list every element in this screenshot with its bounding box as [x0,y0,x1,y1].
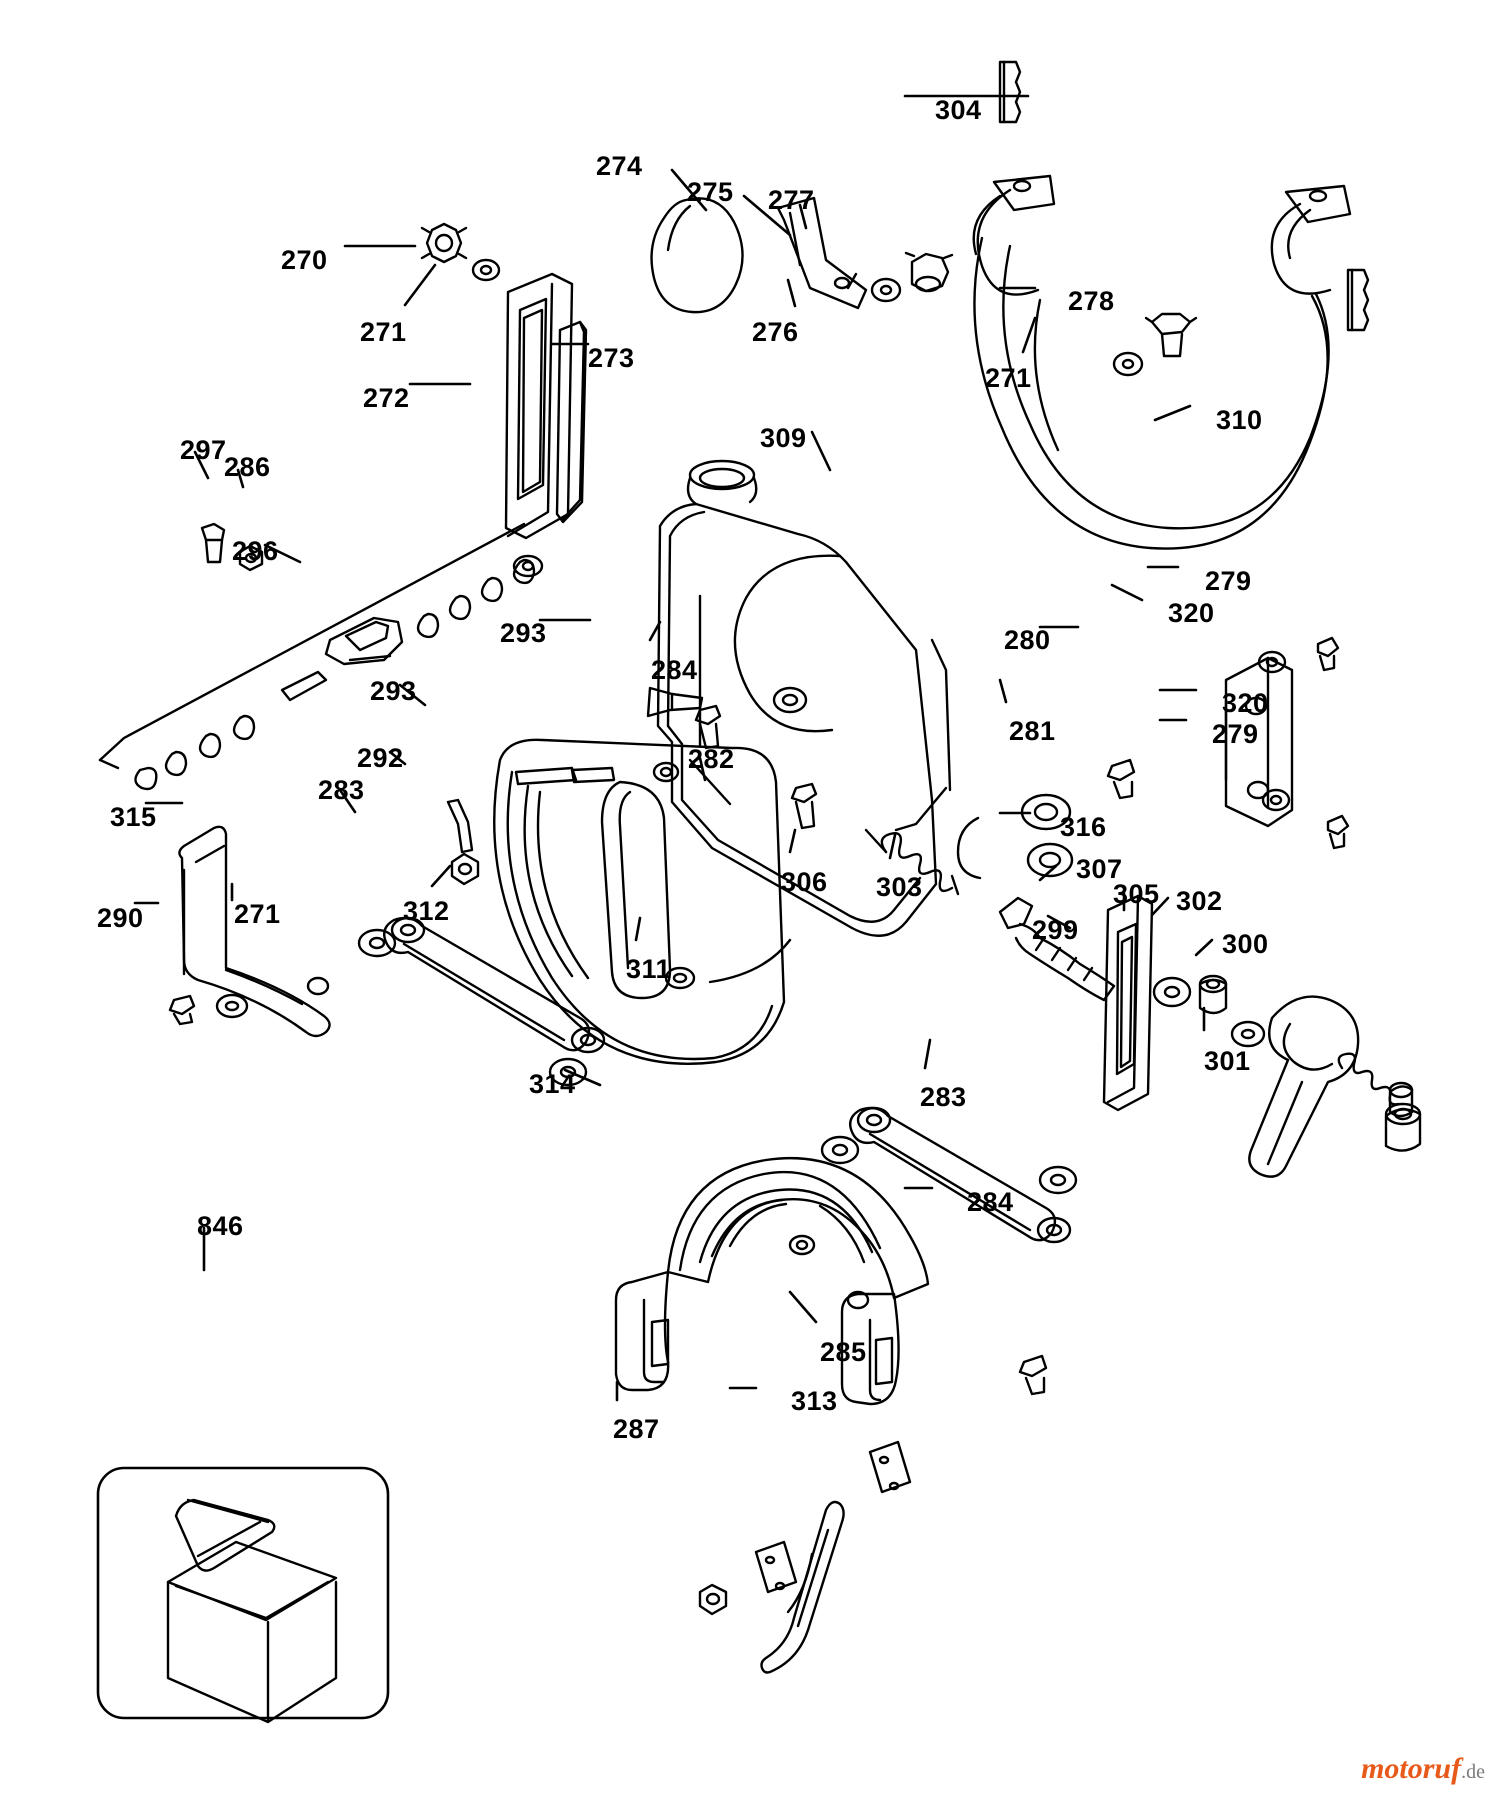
callout-272: 272 [363,383,410,413]
callout-314: 314 [529,1069,576,1099]
callout-271-b: 271 [985,363,1032,393]
callout-273: 273 [588,343,635,373]
part-311-blade-guard [494,740,790,1064]
part-316-bar [1104,896,1152,1110]
part-284-screw-a [696,706,720,748]
part-287-nut [700,1585,726,1614]
part-279-screw-a [1318,638,1338,670]
part-314-handle [616,1158,928,1404]
part-274-cover-plate [652,198,743,312]
callout-306: 306 [781,867,828,897]
callout-315: 315 [110,802,157,832]
part-297-screw [202,524,224,562]
callout-303: 303 [876,872,923,902]
callout-304: 304 [935,95,982,125]
part-271-washer-a [473,260,499,280]
part-304-spring-pin [1000,62,1020,122]
callout-270: 270 [281,245,328,275]
callout-316: 316 [1060,812,1107,842]
part-276-washer [872,279,900,301]
part-283-washer-d [1040,1167,1076,1193]
part-299-washer [1154,978,1190,1006]
callout-846: 846 [197,1211,244,1241]
callout-302: 302 [1176,886,1223,916]
callout-305: 305 [1113,879,1160,909]
part-277-knob [906,253,952,291]
part-320-washer-a [1259,652,1285,672]
part-270-knob [422,224,466,262]
leader-lines [135,96,1212,1400]
part-271-washer-c [217,995,247,1017]
part-305-washer [1232,1022,1264,1046]
callout-299: 299 [1032,915,1079,945]
callout-284-b: 284 [967,1187,1014,1217]
part-285-plate-b [756,1542,796,1592]
part-284-screw-b [1020,1356,1046,1394]
part-312-link-b [850,1108,1070,1242]
callout-285: 285 [820,1337,867,1367]
callout-296: 296 [232,536,279,566]
callout-275: 275 [687,177,734,207]
part-303-bolt [1000,898,1114,1000]
watermark-suffix: .de [1461,1761,1485,1783]
part-301-cap [1386,1104,1420,1151]
part-313-blade [762,1502,844,1673]
part-846-toolbox-box [98,1468,388,1722]
callout-300: 300 [1222,929,1269,959]
callout-307: 307 [1076,854,1123,884]
watermark [1361,1752,1485,1786]
callout-293-b: 293 [370,676,417,706]
part-309-housing [658,461,1072,936]
part-304-spring-pin-b [1348,270,1368,330]
callout-281: 281 [1009,716,1056,746]
callout-282: 282 [688,744,735,774]
callout-271-a: 271 [360,317,407,347]
part-272-guide-bar [506,274,572,538]
callout-283-a: 283 [318,775,365,805]
callout-313: 313 [791,1386,838,1416]
callout-320-a: 320 [1168,598,1215,628]
part-300-spring [1339,1054,1412,1116]
callout-293-a: 293 [500,618,547,648]
part-279-screw-b [1328,816,1348,848]
callout-301: 301 [1204,1046,1251,1076]
callout-290: 290 [97,903,144,933]
callout-271-c: 271 [234,899,281,929]
part-296-cable-clips [100,524,542,789]
part-281-screw [1108,760,1134,798]
part-315-plate [179,827,329,1036]
callout-310: 310 [1216,405,1263,435]
callout-311: 311 [626,954,672,984]
part-292-nut [452,854,478,884]
callout-283-b: 283 [920,1082,967,1112]
callout-279-b: 279 [1212,719,1259,749]
callout-286: 286 [224,452,271,482]
part-273-strip [557,322,586,522]
callout-276: 276 [752,317,799,347]
part-312-link-a [384,918,604,1052]
callout-274: 274 [596,151,643,181]
part-302-lever [1249,997,1358,1177]
callout-320-b: 320 [1222,688,1269,718]
callout-279-a: 279 [1205,566,1252,596]
callout-278: 278 [1068,286,1115,316]
part-282-screw [792,784,816,828]
part-278-screw [1146,314,1196,356]
part-283-washer-a [359,930,395,956]
part-293-pin-a [648,688,702,716]
watermark-name: motoruf [1361,1752,1462,1785]
callout-297: 297 [180,435,227,465]
callout-309: 309 [760,423,807,453]
part-290-screw [170,996,194,1024]
part-320-washer-b [1263,790,1289,810]
part-293-pin-b [448,800,472,852]
part-307-bushing [1200,976,1226,1013]
callout-284-a: 284 [651,655,698,685]
part-283-washer-c [822,1137,858,1163]
callout-292: 292 [357,743,404,773]
callout-280: 280 [1004,625,1051,655]
callout-277: 277 [768,185,815,215]
part-285-plate-a [870,1442,910,1492]
callout-312: 312 [403,896,450,926]
callout-287: 287 [613,1414,660,1444]
part-271-washer-b [1114,353,1142,375]
